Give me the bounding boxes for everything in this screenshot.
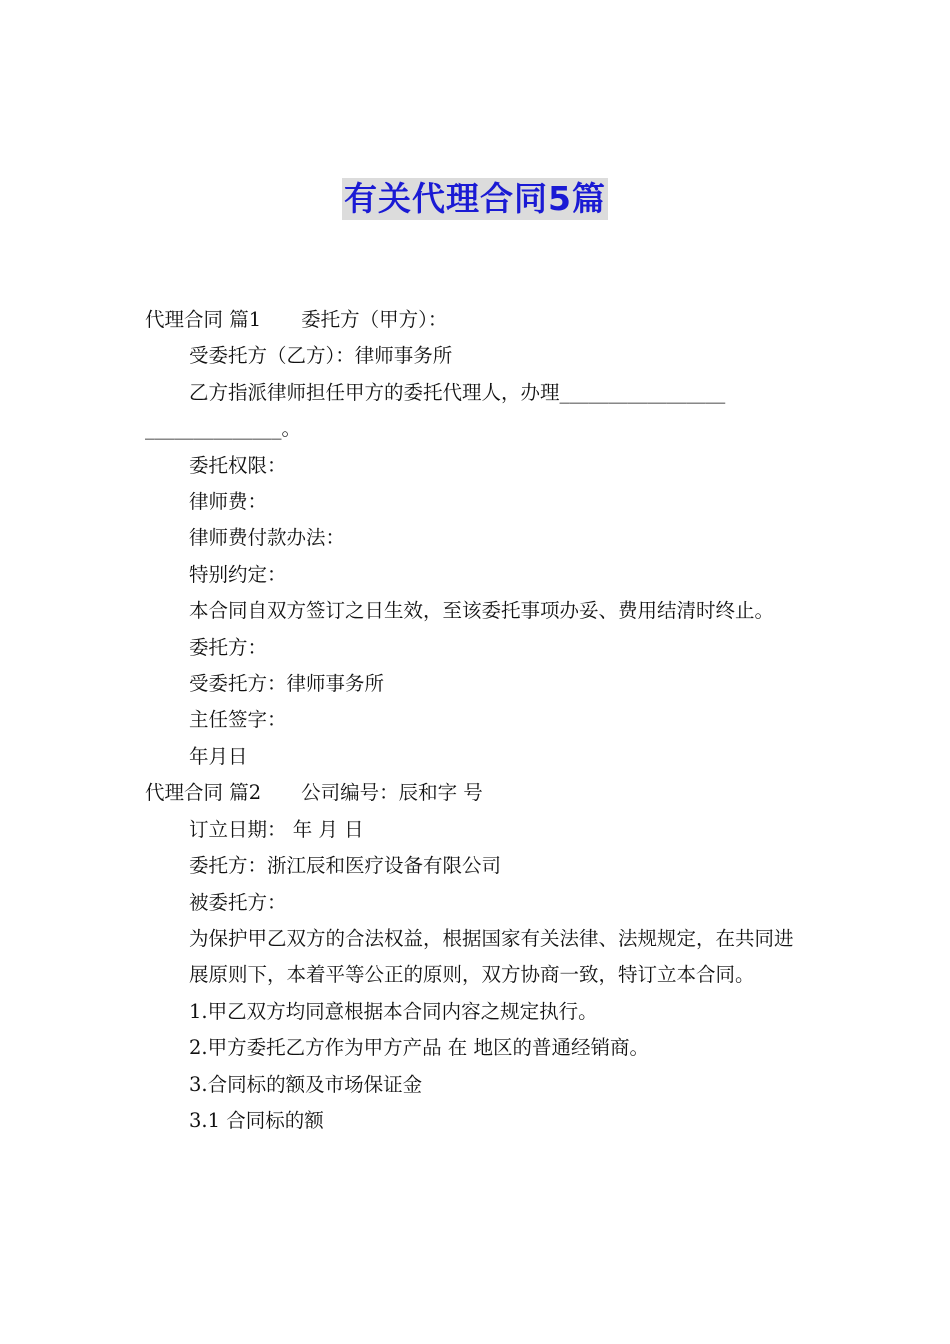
contract1-heading: 代理合同 篇1	[145, 308, 262, 331]
contract2-item3: 3.合同标的额及市场保证金	[189, 1072, 423, 1096]
contract1-validity: 本合同自双方签订之日生效，至该委托事项办妥、费用结清时终止。	[189, 599, 775, 623]
contract2-item1: 1.甲乙双方均同意根据本合同内容之规定执行。	[189, 999, 598, 1023]
document-body	[145, 302, 810, 1139]
contract1-special: 特别约定：	[189, 562, 287, 586]
contract1-sign-delegatee: 受委托方：律师事务所	[189, 672, 385, 696]
contract2-sign-date: 订立日期： 年 月 日	[189, 817, 364, 841]
contract1-date: 年月日	[189, 744, 248, 768]
contract1-fee: 律师费：	[189, 490, 268, 514]
contract1-assign-line2: ______________。	[145, 417, 302, 441]
contract2-item2: 2.甲方委托乙方作为甲方产品 在 地区的普通经销商。	[189, 1036, 650, 1060]
contract1-delegatee: 受委托方（乙方）：律师事务所	[189, 344, 453, 368]
contract2-heading: 代理合同 篇2	[145, 781, 262, 805]
title-container	[0, 178, 950, 220]
contract1-sign-delegator: 委托方：	[189, 635, 268, 659]
contract2-delegatee: 被委托方：	[189, 890, 287, 914]
document-title: 有关代理合同5篇	[344, 179, 606, 218]
contract2-heading-line	[145, 775, 810, 811]
contract2-delegator: 委托方：浙江辰和医疗设备有限公司	[189, 854, 502, 878]
contract1-payment: 律师费付款办法：	[189, 526, 346, 550]
contract1-director-sign: 主任签字：	[189, 708, 287, 732]
contract1-scope: 委托权限：	[189, 453, 287, 477]
contract2-item3-1: 3.1 合同标的额	[189, 1108, 324, 1132]
contract1-heading-line	[145, 302, 810, 338]
contract2-company-no: 公司编号：辰和字 号	[301, 781, 483, 805]
contract2-intro: 为保护甲乙双方的合法权益，根据国家有关法律、法规规定，在共同进展原则下，本着平等公正的原则，双方协商一致，特订立本合同。	[189, 926, 794, 987]
contract1-delegator: 委托方（甲方）：	[301, 308, 448, 331]
contract1-assign-line1: 乙方指派律师担任甲方的委托代理人，办理_________________	[189, 380, 726, 404]
